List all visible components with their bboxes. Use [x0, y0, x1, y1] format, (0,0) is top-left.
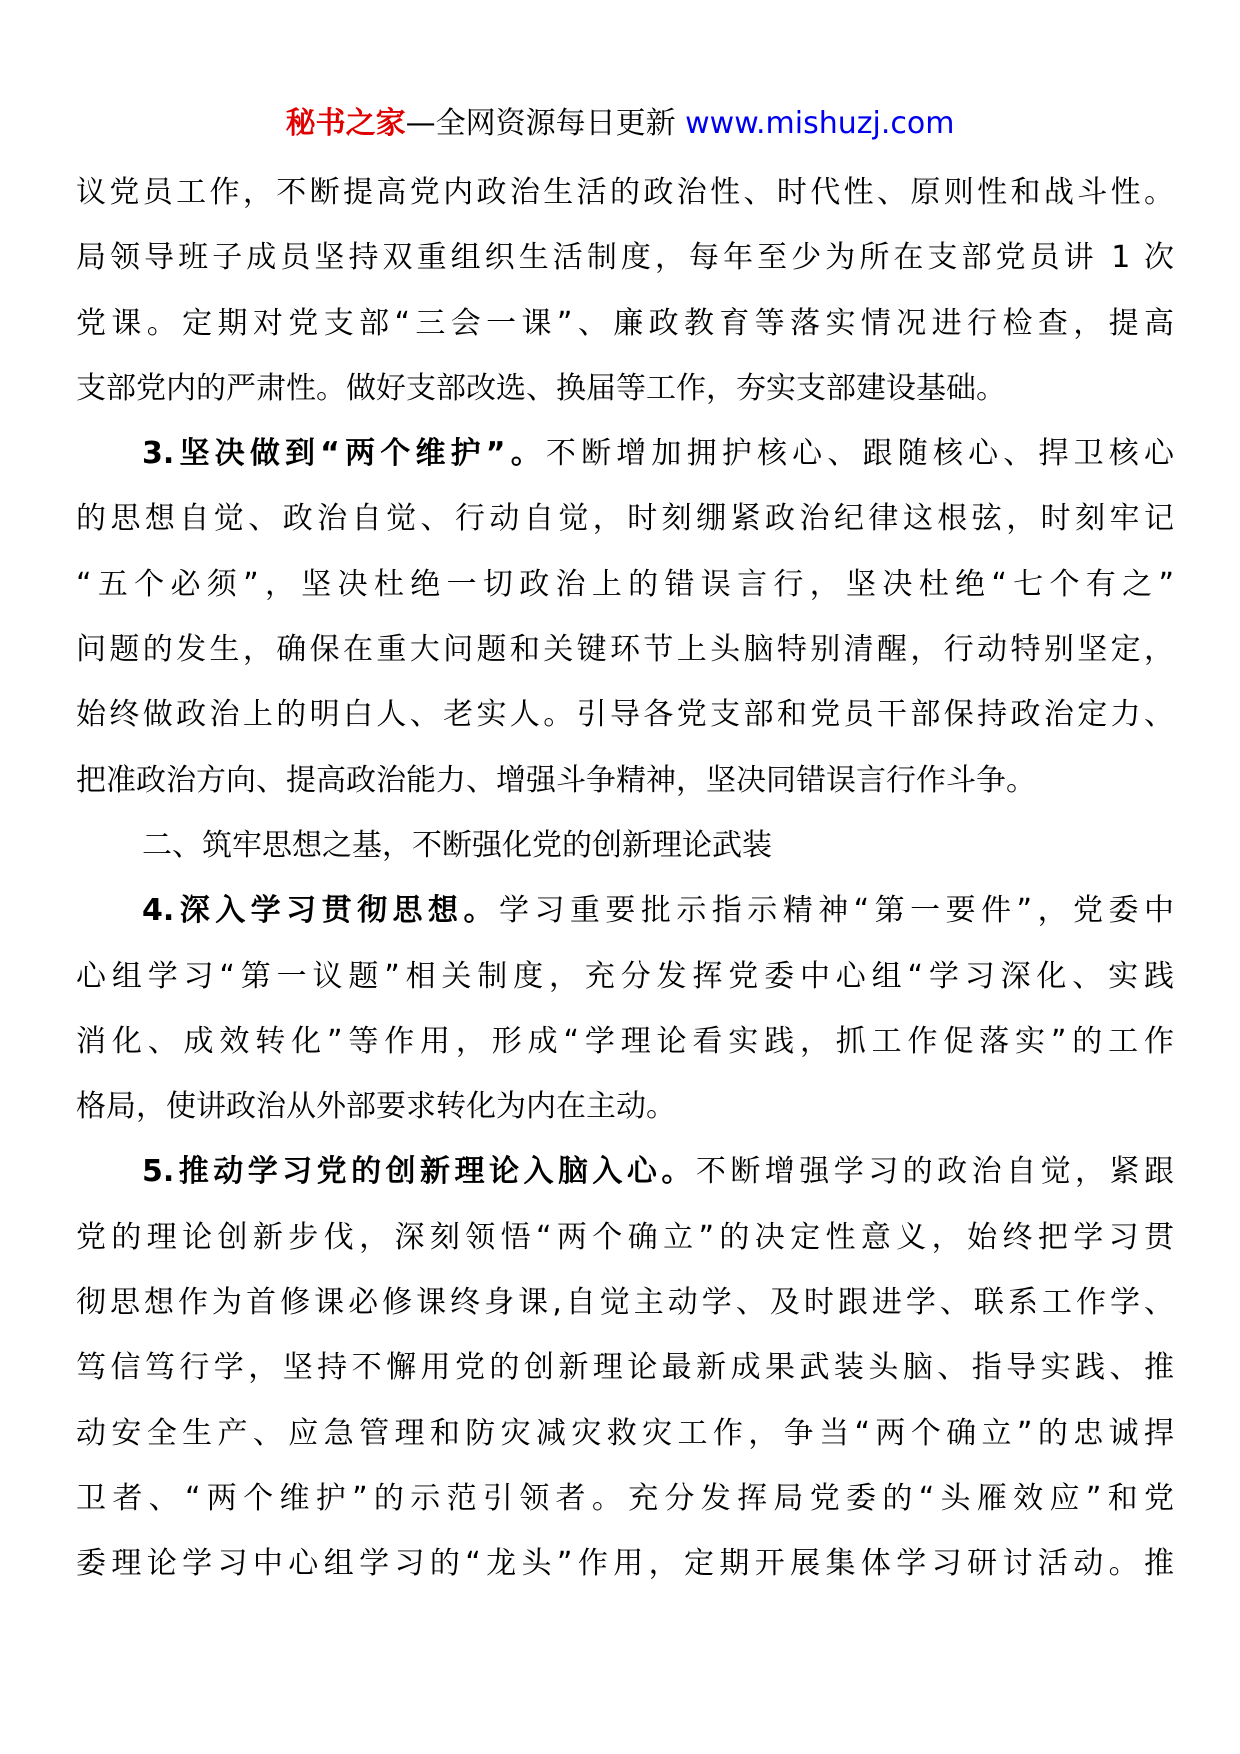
text-line [76, 552, 1174, 617]
section-heading-line [76, 421, 1174, 486]
line-text: 笃信笃行学，坚持不懈用党的创新理论最新成果武装头脑、指导实践、推 [76, 1350, 1174, 1386]
text-line [76, 1401, 1174, 1466]
text-line [76, 486, 1174, 551]
line-text: 把准政治方向、提高政治能力、增强斗争精神，坚决同错误言行作斗争。 [76, 762, 1036, 798]
section-heading: 4.深入学习贯彻思想。 [142, 893, 499, 929]
chapter-heading: 二、筑牢思想之基，不断强化党的创新理论武装 [142, 827, 772, 863]
text-line [76, 748, 1174, 813]
text-line [76, 1205, 1174, 1270]
site-header [0, 102, 1240, 146]
line-text: 党课。定期对党支部“三会一课”、廉政教育等落实情况进行检查，提高 [76, 305, 1174, 341]
line-text: 不断增加拥护核心、跟随核心、捍卫核心 [545, 436, 1174, 472]
site-brand: 秘书之家 [285, 106, 406, 141]
line-text: 学习重要批示指示精神“第一要件”，党委中 [498, 893, 1174, 929]
text-line [76, 1074, 1174, 1139]
line-text: 不断增强学习的政治自觉，紧跟 [695, 1154, 1174, 1190]
line-text: 委理论学习中心组学习的“龙头”作用，定期开展集体学习研讨活动。推 [76, 1546, 1174, 1582]
text-line [76, 225, 1174, 290]
text-line [76, 1009, 1174, 1074]
text-line [76, 944, 1174, 1009]
text-line [76, 1335, 1174, 1400]
chapter-heading-line [76, 813, 1174, 878]
site-url-link[interactable]: www.mishuzj.com [685, 106, 955, 141]
line-text: 支部党内的严肃性。做好支部改选、换届等工作，夯实支部建设基础。 [76, 370, 1006, 406]
line-text: 彻思想作为首修课必修课终身课,自觉主动学、及时跟进学、联系工作学、 [76, 1285, 1174, 1321]
line-text: 问题的发生，确保在重大问题和关键环节上头脑特别清醒，行动特别坚定， [76, 632, 1174, 668]
line-text: 议党员工作，不断提高党内政治生活的政治性、时代性、原则性和战斗性。 [76, 175, 1174, 210]
text-line [76, 291, 1174, 356]
document-body [76, 160, 1174, 1597]
site-tagline: —全网资源每日更新 [405, 106, 676, 141]
text-line [76, 617, 1174, 682]
text-line [76, 682, 1174, 747]
section-heading: 3.坚决做到“两个维护”。 [142, 436, 546, 472]
line-text: 心组学习“第一议题”相关制度，充分发挥党委中心组“学习深化、实践 [76, 958, 1174, 994]
text-line [76, 1466, 1174, 1531]
line-text: 的思想自觉、政治自觉、行动自觉，时刻绷紧政治纪律这根弦，时刻牢记 [76, 501, 1174, 537]
text-line [76, 356, 1174, 421]
line-text: 党的理论创新步伐，深刻领悟“两个确立”的决定性意义，始终把学习贯 [76, 1219, 1174, 1255]
line-text: 格局，使讲政治从外部要求转化为内在主动。 [76, 1089, 676, 1125]
section-heading: 5.推动学习党的创新理论入脑入心。 [142, 1154, 696, 1190]
text-line [76, 1531, 1174, 1596]
line-text: 动安全生产、应急管理和防灾减灾救灾工作，争当“两个确立”的忠诚捍 [76, 1415, 1174, 1451]
text-line [76, 1270, 1174, 1335]
section-heading-line [76, 878, 1174, 943]
line-text: 卫者、“两个维护”的示范引领者。充分发挥局党委的“头雁效应”和党 [76, 1480, 1174, 1516]
line-text: 消化、成效转化”等作用，形成“学理论看实践，抓工作促落实”的工作 [76, 1023, 1174, 1059]
section-heading-line [76, 1139, 1174, 1204]
line-text: 始终做政治上的明白人、老实人。引导各党支部和党员干部保持政治定力、 [76, 697, 1174, 733]
line-text: “五个必须”，坚决杜绝一切政治上的错误言行，坚决杜绝“七个有之” [76, 566, 1174, 602]
text-line [76, 160, 1174, 225]
line-text: 局领导班子成员坚持双重组织生活制度，每年至少为所在支部党员讲 1 次 [76, 240, 1174, 276]
